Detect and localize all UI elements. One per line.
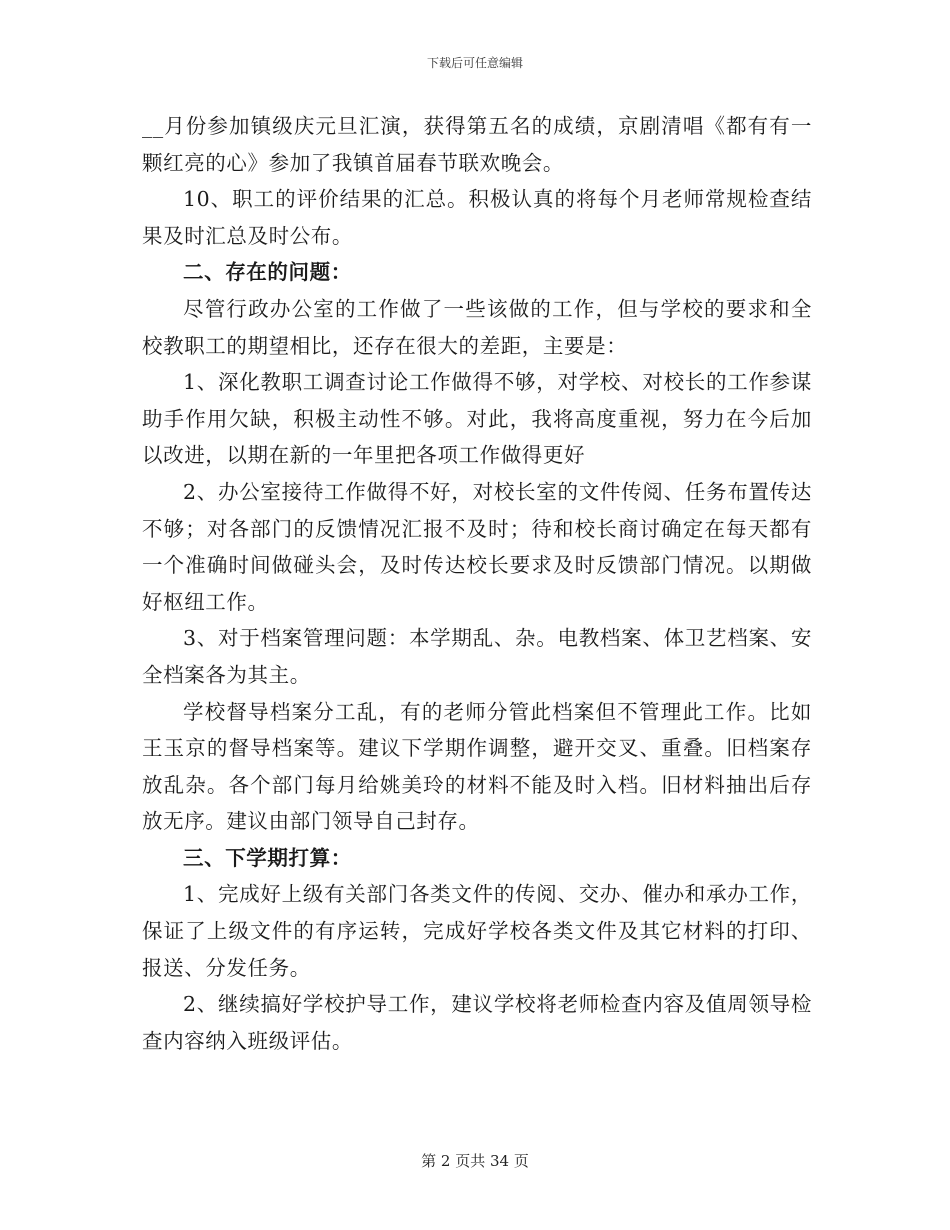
- section-heading-problems: 二、存在的问题：: [183, 260, 352, 285]
- paragraph-problem-2: 2、办公室接待工作做得不好，对校长室的文件传阅、任务布置传达不够；对各部门的反馈情况汇报不及时；待和校长商讨确定在每天都有一个准确时间做碰头会，及时传达校长要求及时反馈部门情况。以期做好枢纽工作。: [142, 479, 812, 614]
- paragraph-archive-issues: 学校督导档案分工乱，有的老师分管此档案但不管理此工作。比如王玉京的督导档案等。建议下学期作调整，避开交叉、重叠。旧档案存放乱杂。各个部门每月给姚美玲的材料不能及时入档。旧材料抽出后存放无序。建议由部门领导自己封存。: [142, 699, 812, 834]
- section-heading-plans: 三、下学期打算：: [183, 845, 352, 870]
- paragraph-problems-intro: 尽管行政办公室的工作做了一些该做的工作，但与学校的要求和全校教职工的期望相比，还存在很大的差距，主要是：: [142, 296, 812, 358]
- paragraph-continuation: __月份参加镇级庆元旦汇演，获得第五名的成绩，京剧清唱《都有有一颗红亮的心》参加了我镇首届春节联欢晚会。: [142, 114, 812, 175]
- paragraph-item-10: 10、职工的评价结果的汇总。积极认真的将每个月老师常规检查结果及时汇总及时公布。: [142, 187, 812, 248]
- paragraph-plan-1: 1、完成好上级有关部门各类文件的传阅、交办、催办和承办工作，保证了上级文件的有序运转，完成好学校各类文件及其它材料的打印、报送、分发任务。: [142, 882, 812, 980]
- page-number: 第 2 页共 34 页: [421, 1152, 529, 1170]
- paragraph-plan-2: 2、继续搞好学校护导工作，建议学校将老师检查内容及值周领导检查内容纳入班级评估。: [142, 992, 812, 1053]
- paragraph-problem-1: 1、深化教职工调查讨论工作做得不够，对学校、对校长的工作参谋助手作用欠缺，积极主动性不够。对此，我将高度重视，努力在今后加以改进，以期在新的一年里把各项工作做得更好: [142, 370, 812, 468]
- page-header: 下载后可任意编辑: [426, 56, 523, 70]
- document-body: [142, 108, 812, 1059]
- paragraph-problem-3: 3、对于档案管理问题：本学期乱、杂。电教档案、体卫艺档案、安全档案各为其主。: [142, 626, 812, 687]
